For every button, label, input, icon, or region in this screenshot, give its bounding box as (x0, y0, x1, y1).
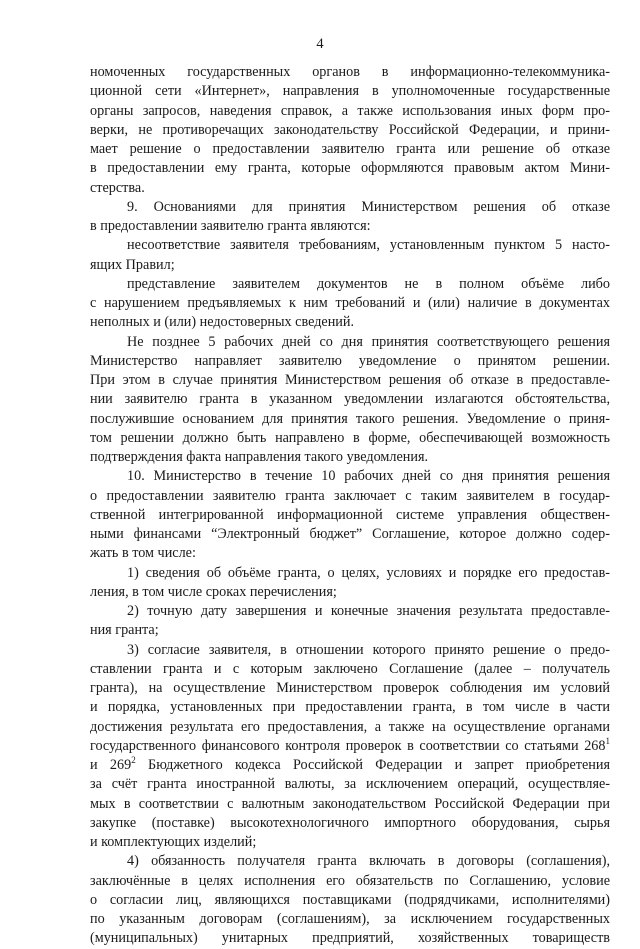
text-line (90, 82, 610, 101)
text-line-content: ными финансами “Электронный бюджет” Соглашение, которое должно содер- (90, 526, 610, 542)
text-line (90, 198, 610, 217)
text-line-content: закупке (поставке) высокотехнологичного импортного оборудования, сырья (90, 814, 610, 831)
text-line-content: ящих Правил; (90, 256, 175, 273)
page-number: 4 (316, 36, 324, 52)
text-line-content: заключённые в целях исполнения его обязательств по Соглашению, условие (90, 872, 610, 889)
text-line-content: 3) согласие заявителя, в отношении которого принято решение о предо- (127, 641, 610, 658)
text-line (90, 564, 610, 583)
superscript: 2 (131, 755, 136, 765)
text-line (90, 217, 610, 236)
text-line-continuation: Бюджетного кодекса Российской Федерации и запрет приобретения (135, 757, 610, 773)
text-line-content: ления, в том числе сроках перечисления; (90, 583, 337, 600)
text-line-content: мает решение о предоставлении заявителю гранта или решение об отказе (90, 141, 610, 157)
text-line-content: в предоставлении заявителю гранта являются: (90, 218, 371, 234)
text-line-content: том решении должно быть направлено в форме, обеспечивающей возможность (90, 429, 610, 446)
text-line (90, 275, 610, 294)
text-line-content: стерства. (90, 179, 145, 196)
text-line-content: нии заявителю гранта в указанном уведомлении излагаются обстоятельства, (90, 391, 610, 408)
text-line (90, 371, 610, 390)
text-line-content: неполных и (или) недостоверных сведений. (90, 314, 355, 331)
text-line-content: ния гранта; (90, 622, 159, 639)
text-line (90, 929, 610, 948)
text-line-content: мых в соответствии с валютным законодательством Российской Федерации при (90, 795, 610, 812)
text-line (90, 737, 610, 756)
text-line (90, 679, 610, 698)
text-line-content: несоответствие заявителя требованиям, установленным пунктом 5 насто- (127, 237, 610, 254)
text-line-content: ственной интегрированной информационной системе управления обществен- (90, 506, 610, 523)
text-line-content: гранта), на осуществление Министерством проверок соблюдения им условий (90, 680, 610, 696)
text-line-content: о предоставлении заявителю гранта заключает с таким заявителем в государ- (90, 487, 610, 504)
text-line-content: жать в том числе: (90, 545, 196, 562)
text-line (90, 487, 610, 506)
text-line-content: и комплектующих изделий; (90, 834, 257, 850)
text-line (90, 814, 610, 833)
text-line-content: ционной сети «Интернет», направления в уполномоченные государственные (90, 83, 610, 100)
text-line-content: Не позднее 5 рабочих дней со дня принятия соответствующего решения (127, 333, 610, 350)
text-line-content: 2) точную дату завершения и конечные значения результата предоставле- (127, 603, 610, 619)
text-line-content: и 269 (90, 757, 132, 773)
text-line-content: Министерство направляет заявителю уведомление о принятом решении. (90, 352, 610, 369)
text-line-content: органы запросов, наведения справок, а также использования иных форм про- (90, 102, 610, 119)
text-line-content: 1) сведения об объёме гранта, о целях, условиях и порядке его предостав- (127, 564, 610, 581)
text-line (90, 333, 610, 352)
text-line (90, 852, 610, 871)
text-line (90, 795, 610, 814)
text-line (90, 313, 610, 332)
text-line-content: по указанным договорам (соглашениям), за исключением государственных (90, 911, 610, 927)
text-line (90, 236, 610, 255)
text-line-content: ставлении гранта и с которым заключено Соглашение (далее – получатель (90, 660, 610, 677)
text-line (90, 140, 610, 159)
text-line (90, 256, 610, 275)
text-line-content: государственного финансового контроля проверок в соответствии со статьями 268 (90, 737, 606, 754)
text-line (90, 833, 610, 852)
text-line (90, 718, 610, 737)
text-line (90, 159, 610, 178)
text-line-content: за счёт гранта иностранной валюты, за исключением операций, осуществляе- (90, 776, 610, 793)
text-line-content: 9. Основаниями для принятия Министерством решения об отказе (127, 198, 610, 215)
text-line-content: номоченных государственных органов в информационно-телекоммуника- (90, 64, 610, 80)
document-body (90, 63, 610, 949)
text-line (90, 390, 610, 409)
text-line (90, 102, 610, 121)
text-line (90, 525, 610, 544)
text-line-content: 4) обязанность получателя гранта включать в договоры (соглашения), (127, 853, 610, 870)
text-line-content: послужившие основанием для принятия такого решения. Уведомление о приня- (90, 410, 610, 427)
text-line (90, 775, 610, 794)
superscript: 1 (605, 735, 610, 746)
text-line-content: При этом в случае принятия Министерством решения об отказе в предоставле- (90, 372, 610, 388)
text-line (90, 467, 610, 486)
text-line (90, 872, 610, 891)
text-line (90, 621, 610, 640)
text-line-content: и порядка, установленных при предоставлении гранта, в том числе в части (90, 699, 610, 716)
text-line (90, 429, 610, 448)
text-line (90, 756, 610, 775)
text-line (90, 294, 610, 313)
text-line-content: с нарушением предъявляемых к ним требований и (или) наличие в документах (90, 295, 610, 311)
text-line (90, 583, 610, 602)
text-line (90, 506, 610, 525)
text-line (90, 891, 610, 910)
text-line (90, 641, 610, 660)
text-line (90, 121, 610, 140)
text-line (90, 410, 610, 429)
text-line (90, 698, 610, 717)
text-line-content: верки, не противоречащих законодательству Российской Федерации, и прини- (90, 121, 610, 138)
text-line-content: в предоставлении ему гранта, которые оформляются правовым актом Мини- (90, 160, 610, 177)
text-line (90, 352, 610, 371)
text-line-content: 10. Министерство в течение 10 рабочих дней со дня принятия решения (127, 468, 610, 485)
text-line (90, 910, 610, 929)
text-line-content: достижения результата его предоставления, а также на осуществление органами (90, 718, 610, 735)
text-line-content: о согласии лиц, являющихся поставщиками (подрядчиками, исполнителями) (90, 891, 610, 908)
text-line (90, 544, 610, 563)
text-line-content: подтверждения факта направления такого уведомления. (90, 449, 429, 465)
text-line-content: представление заявителем документов не в полном объёме либо (127, 275, 610, 292)
text-line (90, 448, 610, 467)
text-line-content: (муниципальных) унитарных предприятий, хозяйственных товариществ (90, 930, 610, 947)
text-line (90, 602, 610, 621)
text-line (90, 63, 610, 82)
text-line (90, 660, 610, 679)
text-line (90, 179, 610, 198)
